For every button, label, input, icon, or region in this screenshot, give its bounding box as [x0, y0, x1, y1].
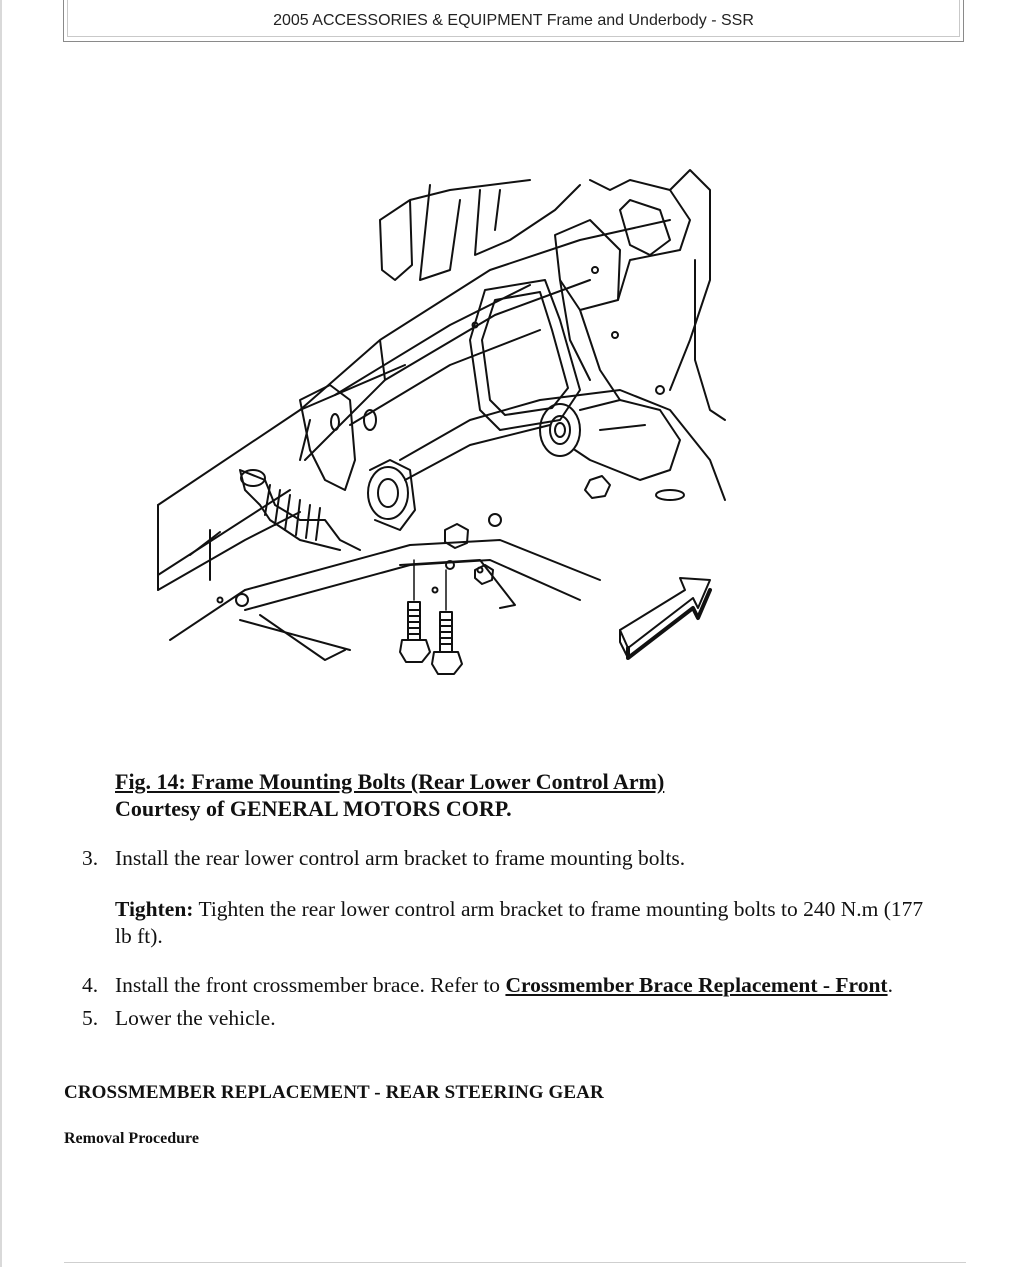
- bushing-left: [368, 467, 408, 519]
- step-4: [64, 972, 934, 999]
- step-text: Lower the vehicle.: [115, 1006, 276, 1030]
- figure-title: Fig. 14: Frame Mounting Bolts (Rear Lower Control Arm): [115, 769, 665, 794]
- document-title: 2005 ACCESSORIES & EQUIPMENT Frame and Underbody - SSR: [67, 0, 960, 37]
- crossmember: [300, 220, 670, 460]
- step-number: 3.: [82, 846, 99, 870]
- tighten-text: Tighten the rear lower control arm bracket to frame mounting bolts to 240 N.m (177 lb ft).: [115, 897, 924, 948]
- tighten-note: [64, 896, 934, 950]
- figure-credit: Courtesy of GENERAL MOTORS CORP.: [115, 796, 512, 821]
- frame-mounting-bolts-illustration: [150, 160, 730, 680]
- mounting-bolt-1: [400, 560, 430, 662]
- sub-heading: Removal Procedure: [64, 1130, 199, 1147]
- step-text: Install the rear lower control arm bracket to frame mounting bolts.: [115, 846, 686, 870]
- left-frame-rail: [158, 365, 405, 640]
- step-text: Install the front crossmember brace. Refer to: [115, 973, 506, 997]
- page-edge: [0, 0, 2, 1267]
- mounting-bolt-2: [432, 570, 462, 674]
- procedure-steps: [64, 845, 934, 1032]
- crossmember-brace-link[interactable]: Crossmember Brace Replacement - Front: [505, 973, 888, 997]
- step-3: [64, 845, 934, 872]
- section-heading: CROSSMEMBER REPLACEMENT - REAR STEERING GEAR: [64, 1082, 604, 1103]
- bushing-right: [540, 404, 580, 456]
- step-number: 5.: [82, 1006, 99, 1030]
- step-number: 4.: [82, 973, 99, 997]
- frame-bolt-head: [585, 476, 610, 498]
- step-5: [64, 1005, 934, 1032]
- tighten-label: Tighten:: [115, 897, 194, 921]
- figure-caption: [115, 768, 664, 822]
- page-bottom-divider: [64, 1262, 966, 1263]
- step-text-end: .: [887, 973, 893, 997]
- document-header: [63, 0, 964, 42]
